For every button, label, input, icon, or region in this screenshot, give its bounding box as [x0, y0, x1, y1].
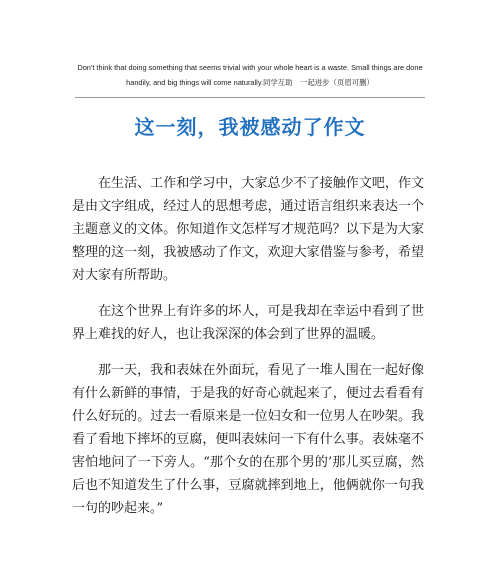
paragraph-2: 在这个世界上有许多的坏人，可是我却在幸运中看到了世界上难找的好人，也让我深深的体会到了世界的温暖。 — [72, 304, 424, 342]
paragraph-3: 那一天，我和表妹在外面玩，看见了一堆人围在一起好像有什么新鲜的事情，于是我的好奇心就起来了，便过去看看有什么好玩的。过去一看原来是一位妇女和一位男人在吵架。我看了看地下摔坏的豆腐，便叫表妹问一下有什么事。表妹毫不害怕地问了一下旁人。“那个女的在那个男的’那儿买豆腐，然后也不知道发生了什么事，豆腐就摔到地上，他俩就你一句我一句的吵起来。” — [72, 363, 424, 516]
header-divider — [75, 97, 425, 98]
paragraph-intro: 在生活、工作和学习中，大家总少不了接触作文吧，作文是由文字组成，经过人的思想考虑，通过语言组织来表达一个主题意义的文体。你知道作文怎样写才规范吗？以下是为大家整理的这一刻，我被感动了作文，欢迎大家借鉴与参考，希望对大家有所帮助。 — [72, 176, 424, 283]
document-body — [72, 172, 424, 533]
page-header-quote: Don't think that doing something that seems trivial with your whole heart is a waste. Small things are done handily, and big things will come naturally.同学互助 一起进步（页眉可删） — [77, 63, 423, 87]
document-title: 这一刻，我被感动了作文 — [134, 115, 366, 139]
